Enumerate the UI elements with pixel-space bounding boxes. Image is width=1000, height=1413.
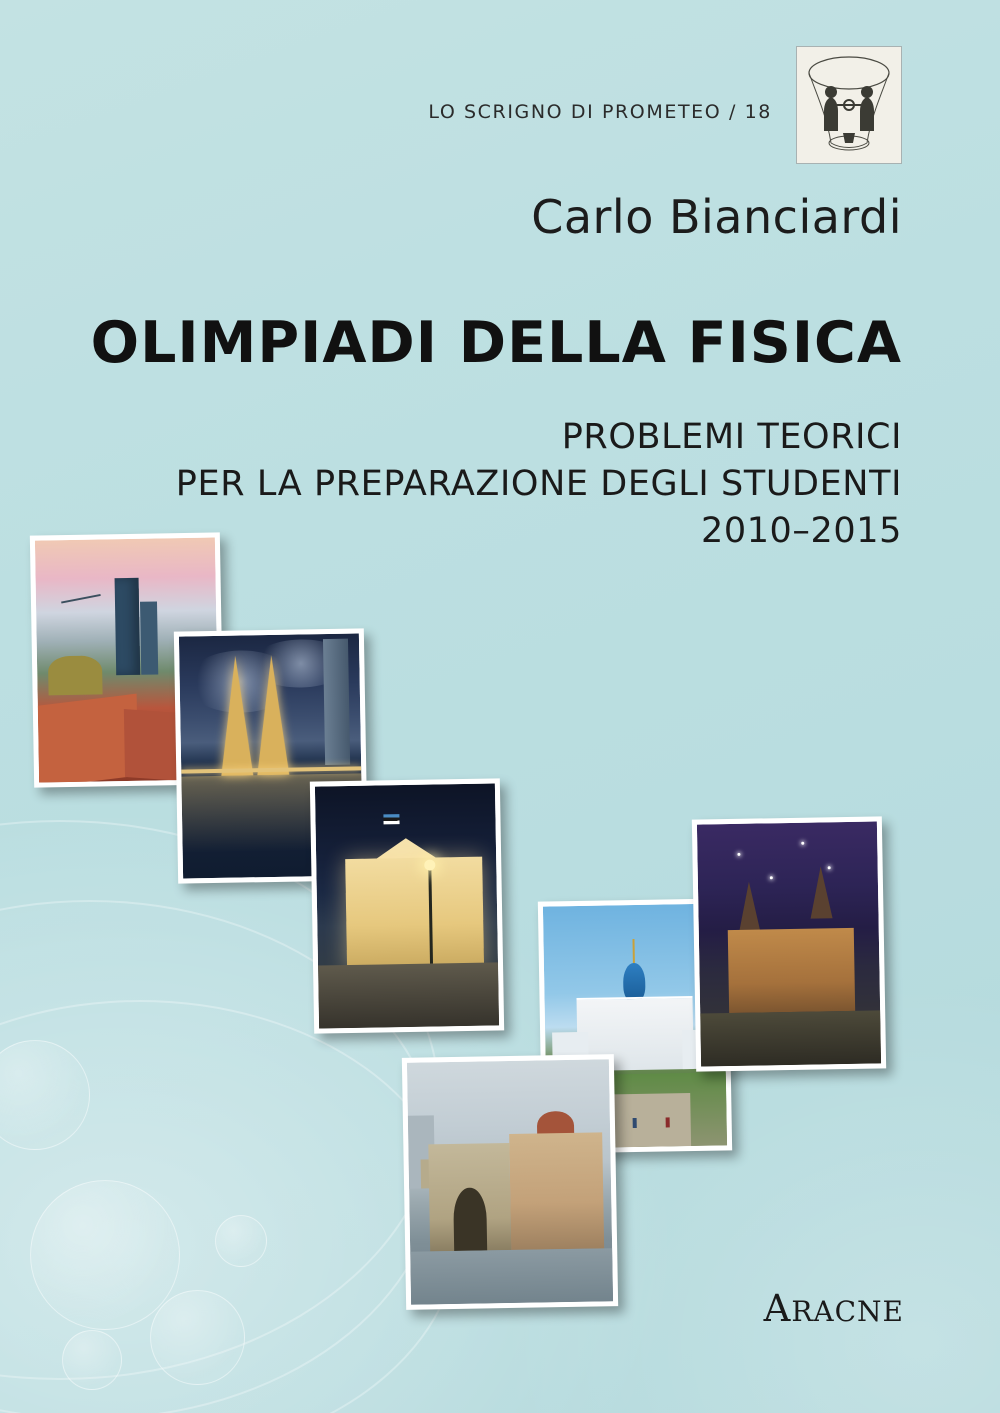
- decorative-bubble-2: [150, 1290, 245, 1385]
- book-title: OLIMPIADI DELLA FISICA: [90, 310, 902, 376]
- book-subtitle: [176, 415, 902, 555]
- subtitle-line-2: PER LA PREPARAZIONE DEGLI STUDENTI: [175, 463, 902, 504]
- publisher-rest: RACNE: [791, 1295, 904, 1328]
- publisher-initial: A: [763, 1287, 792, 1330]
- subtitle-line-1: PROBLEMI TEORICI: [561, 417, 902, 457]
- photo-gateway-waterfront: [402, 1054, 618, 1310]
- decorative-bubble-1: [30, 1180, 180, 1330]
- decorative-bubble-5: [62, 1330, 122, 1390]
- series-line: LO SCRIGNO DI PROMETEO / 18: [428, 101, 772, 123]
- publisher-name: [764, 1287, 904, 1330]
- prometheus-emblem-icon: [796, 46, 902, 164]
- subtitle-line-3: 2010–2015: [700, 510, 902, 551]
- photo-castle-night: [692, 816, 886, 1071]
- photo-yellow-baroque-building: [310, 778, 504, 1033]
- author-name: Carlo Bianciardi: [531, 190, 902, 244]
- decorative-bubble-4: [215, 1215, 267, 1267]
